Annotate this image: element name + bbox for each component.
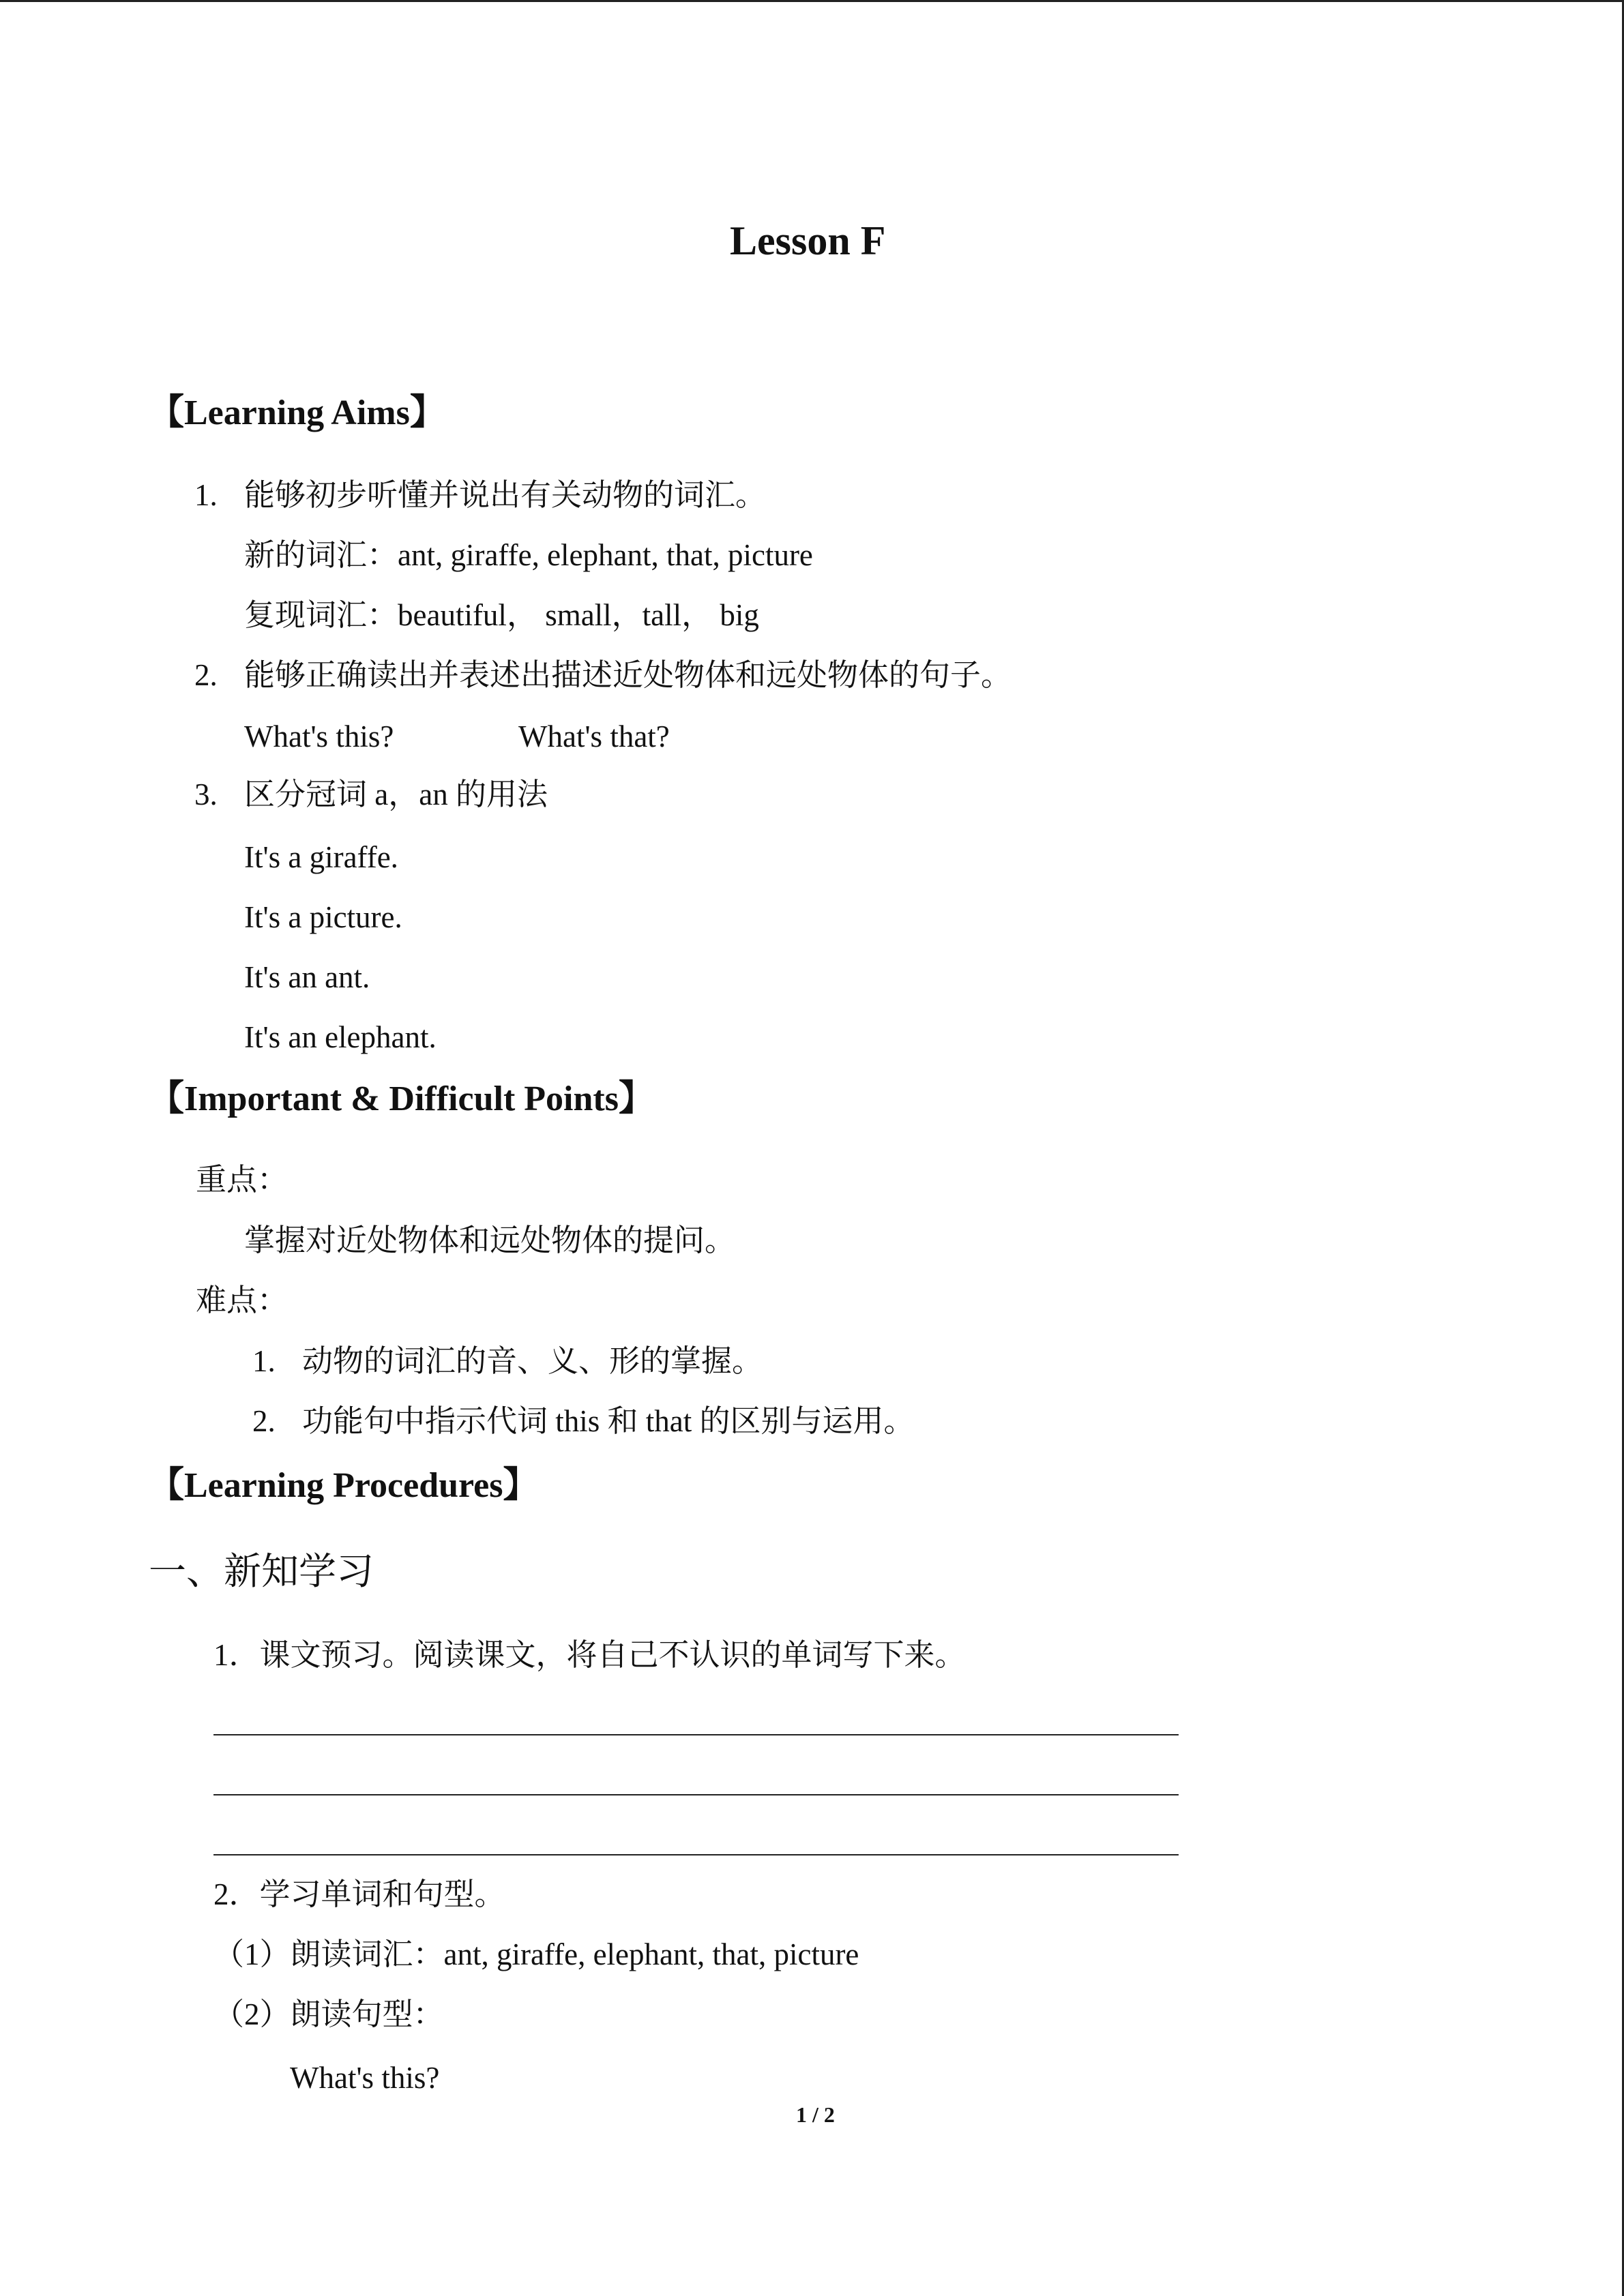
question-that: What's that?	[518, 719, 670, 754]
learning-aims-heading: 【Learning Aims】	[149, 393, 445, 432]
answer-line[interactable]	[213, 1734, 1179, 1735]
page-top-border	[0, 0, 1624, 2]
difficult-1-number: 1.	[252, 1344, 276, 1378]
example-sentence: It's an elephant.	[244, 1020, 437, 1054]
page-title: Lesson F	[730, 218, 886, 263]
key-point-label: 重点：	[196, 1163, 289, 1197]
aim-3-text: 区分冠词 a，an 的用法	[244, 777, 548, 811]
procedures-heading: 【Learning Procedures】	[149, 1466, 539, 1505]
answer-line[interactable]	[213, 1854, 1179, 1855]
sub-step-2: （2）朗读句型：	[213, 1997, 444, 2031]
step-2-text: 2．学习单词和句型。	[213, 1877, 505, 1911]
example-sentence: It's a giraffe.	[244, 840, 398, 874]
difficult-2-text: 功能句中指示代词 this 和 that 的区别与运用。	[302, 1404, 915, 1438]
new-words-line: 新的词汇：ant, giraffe, elephant, that, picture	[244, 538, 813, 572]
sentence-pattern: What's this?	[290, 2061, 440, 2095]
section-1-title: 一、新知学习	[149, 1551, 374, 1592]
step-1-text: 1．课文预习。阅读课文，将自己不认识的单词写下来。	[213, 1638, 966, 1672]
aim-1-number: 1.	[194, 478, 218, 512]
example-sentence: It's an ant.	[244, 960, 370, 994]
difficult-point-label: 难点：	[196, 1283, 289, 1317]
aim-2-number: 2.	[194, 658, 218, 692]
aim-3-number: 3.	[194, 777, 218, 811]
difficult-1-text: 动物的词汇的音、义、形的掌握。	[302, 1344, 763, 1378]
difficult-2-number: 2.	[252, 1404, 276, 1438]
review-words-line: 复现词汇：beautiful， small，tall， big	[244, 598, 759, 632]
sub-step-1: （1）朗读词汇：ant, giraffe, elephant, that, picture	[213, 1937, 859, 1971]
question-this: What's this?	[244, 719, 394, 754]
page-number: 1 / 2	[796, 2102, 835, 2127]
answer-line[interactable]	[213, 1794, 1179, 1795]
aim-2-text: 能够正确读出并表述出描述近处物体和远处物体的句子。	[244, 658, 1012, 692]
aim-1-text: 能够初步听懂并说出有关动物的词汇。	[244, 478, 767, 512]
example-sentence: It's a picture.	[244, 900, 402, 934]
key-point-text: 掌握对近处物体和远处物体的提问。	[244, 1223, 736, 1257]
points-heading: 【Important & Difficult Points】	[149, 1079, 654, 1118]
